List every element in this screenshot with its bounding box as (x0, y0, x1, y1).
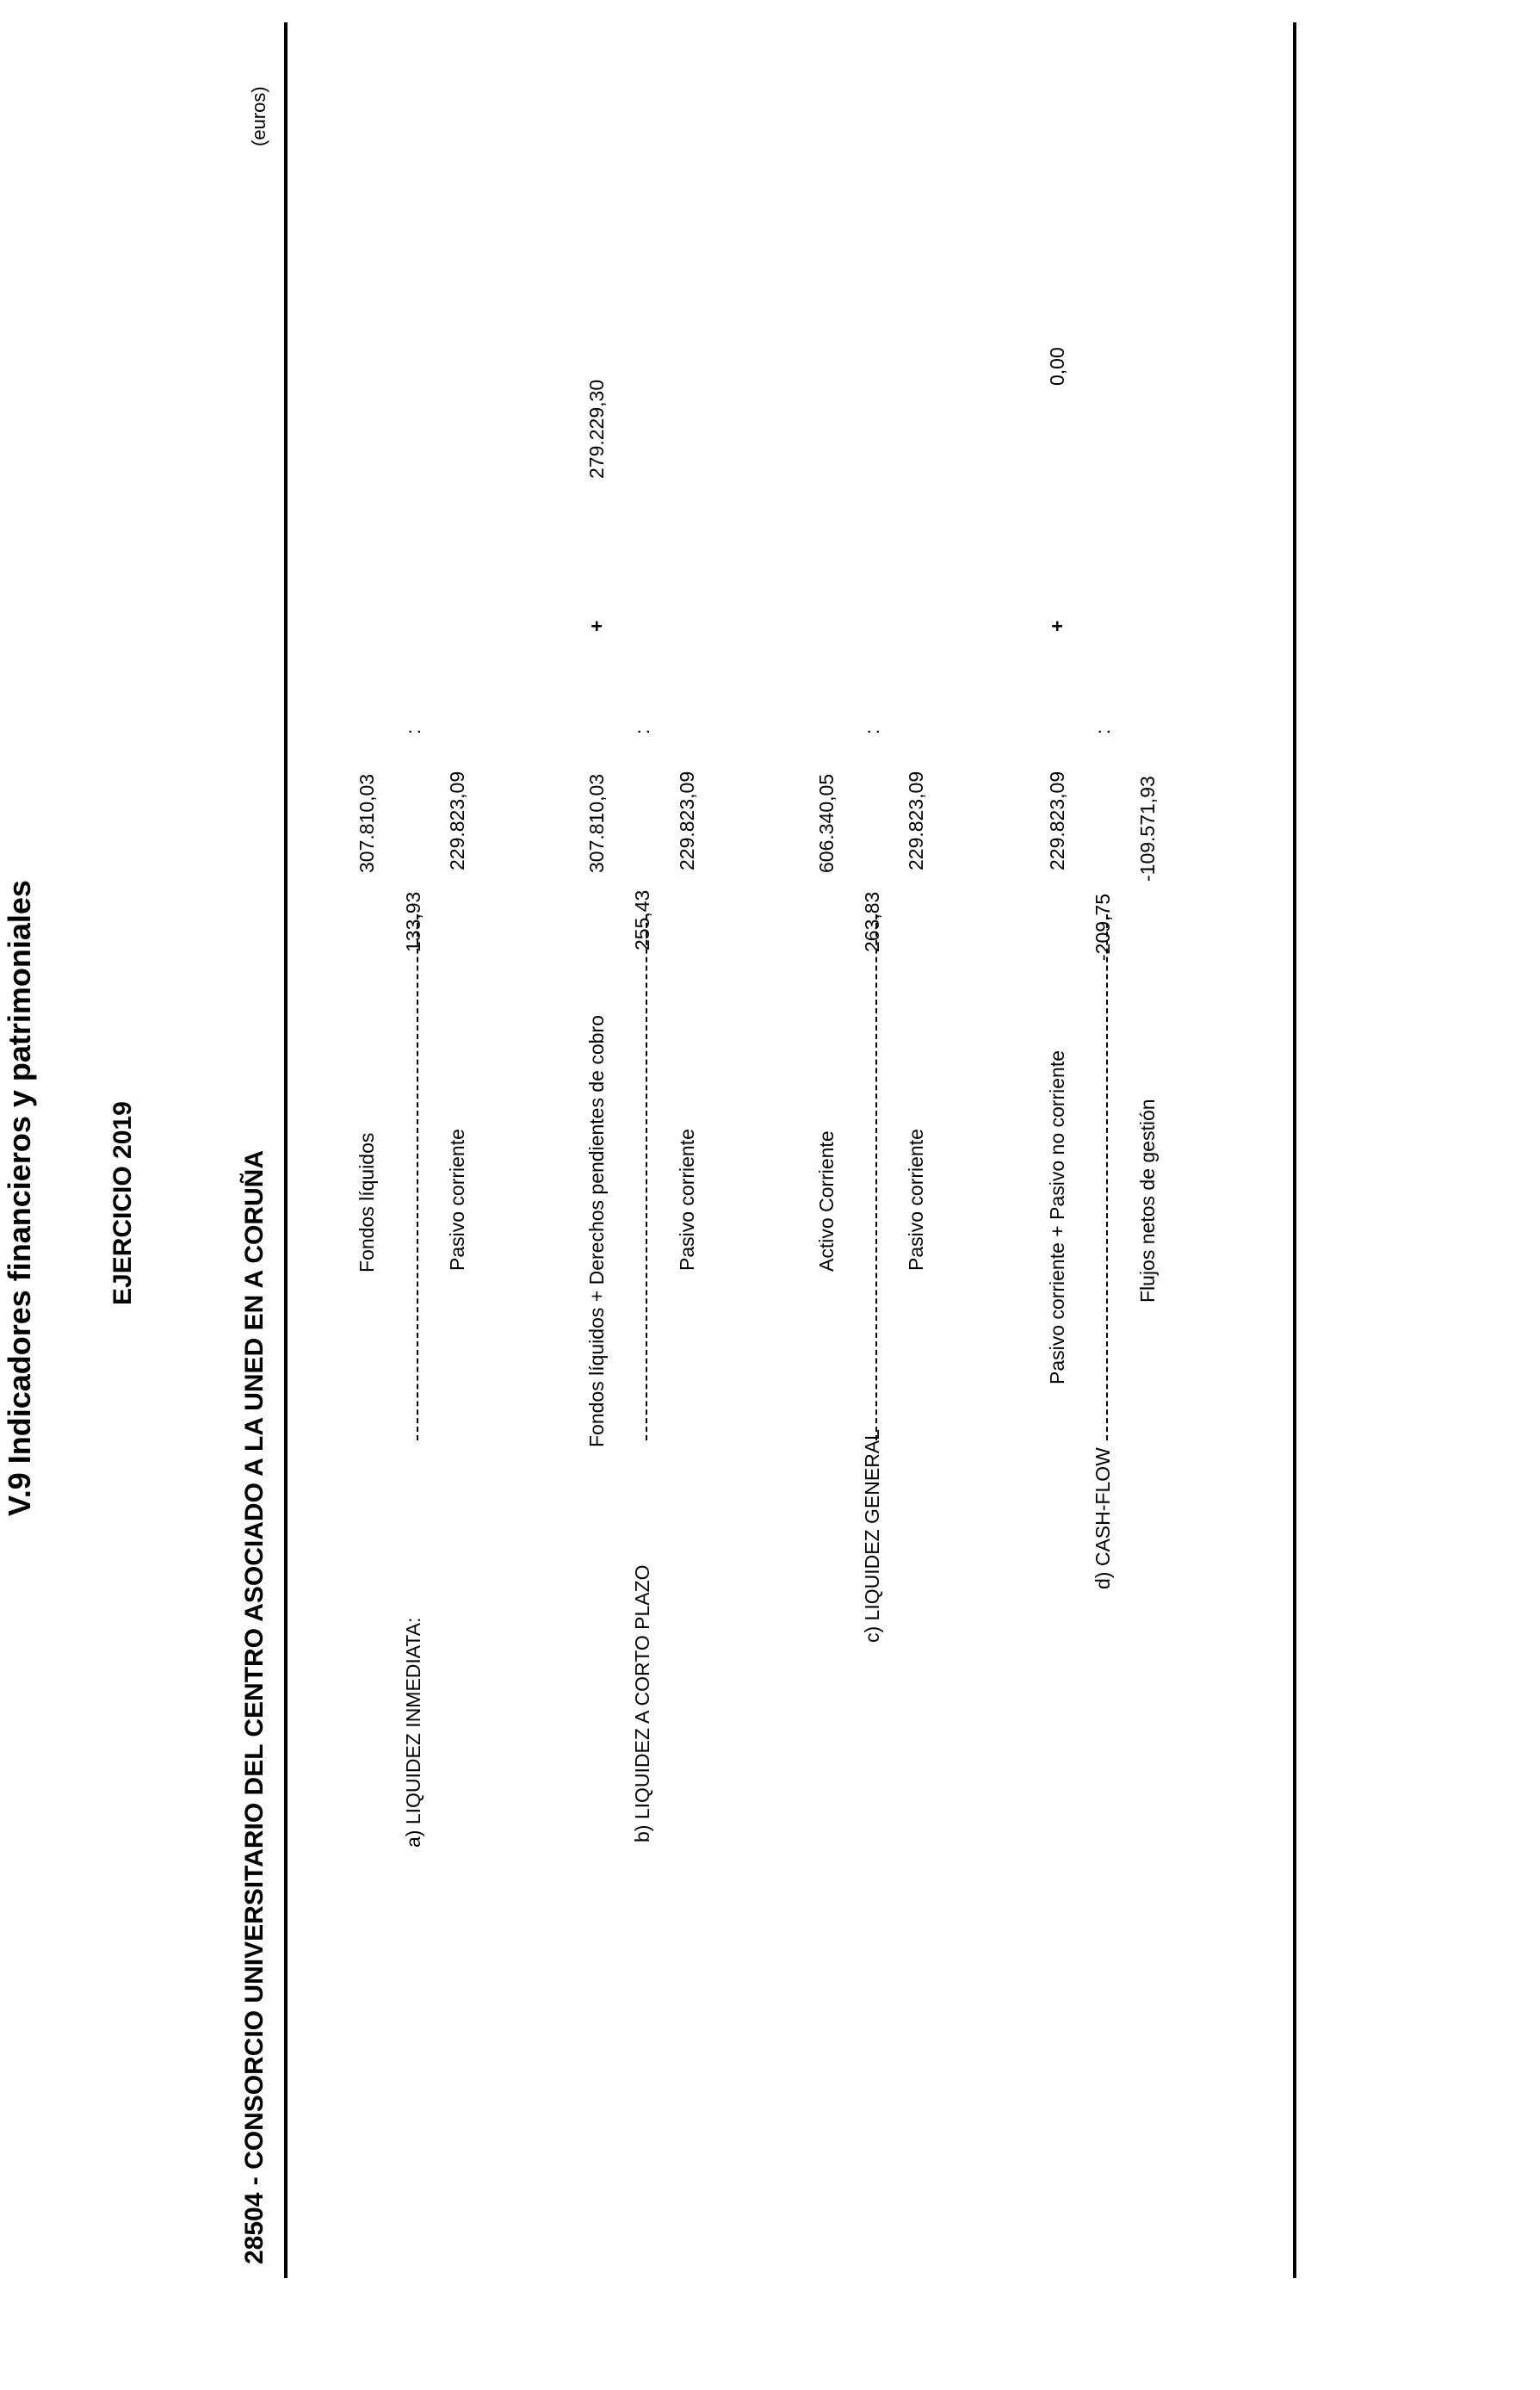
indicator-a-fraction-line (417, 914, 418, 1440)
indicator-a-denominator-value: 229.823,09 (446, 771, 468, 870)
indicator-c-denominator-value: 229.823,09 (905, 771, 927, 870)
indicator-d-numerator-label: Pasivo corriente + Pasivo no corriente (1046, 1049, 1068, 1384)
indicator-b-label: b) LIQUIDEZ A CORTO PLAZO (631, 1564, 653, 1842)
entity-heading: 28504 - CONSORCIO UNIVERSITARIO DEL CENTRO ASOCIADO A LA UNED EN A CORUÑA (240, 1149, 269, 2264)
indicator-c-numerator-value: 606.340,05 (815, 773, 838, 873)
indicator-b-numerator-label: Fondos líquidos + Derechos pendientes de cobro (585, 1015, 608, 1447)
page-title: V.9 Indicadores financieros y patrimoniales (2, 880, 37, 1516)
indicator-b-denominator-label: Pasivo corriente (676, 1129, 698, 1271)
indicator-c-numerator-label: Activo Corriente (815, 1130, 838, 1272)
indicator-c-separator: : (861, 728, 883, 734)
indicator-c-fraction-line (875, 914, 877, 1440)
indicator-a-numerator-value: 307.810,03 (356, 773, 378, 873)
indicator-b-plus-sign: + (585, 620, 608, 632)
top-rule (284, 22, 288, 2278)
indicator-d-denominator-label: Flujos netos de gestión (1136, 1099, 1159, 1303)
indicator-c-value: 263,83 (861, 891, 883, 952)
indicator-a-separator: : (402, 728, 424, 734)
indicator-d-fraction-line (1106, 914, 1108, 1440)
indicator-a-value: 133,93 (402, 891, 424, 952)
indicator-d-separator: : (1092, 728, 1114, 734)
bottom-rule (1293, 22, 1296, 2278)
indicator-a-numerator-label: Fondos líquidos (356, 1132, 378, 1272)
indicator-c-denominator-label: Pasivo corriente (905, 1129, 927, 1271)
currency-unit: (euros) (248, 86, 269, 146)
indicator-d-denominator-value: -109.571,93 (1136, 776, 1159, 882)
indicator-d-label: d) CASH-FLOW (1092, 1447, 1114, 1589)
indicator-a-label: a) LIQUIDEZ INMEDIATA: (402, 1617, 424, 1848)
indicator-d-numerator-value: 229.823,09 (1046, 771, 1068, 870)
indicator-b-value: 255,43 (631, 889, 653, 950)
indicator-b-separator: : (631, 728, 653, 734)
indicator-d-numerator-value-2: 0,00 (1046, 347, 1068, 386)
fiscal-year-heading: EJERCICIO 2019 (108, 1101, 137, 1305)
indicator-c-label: c) LIQUIDEZ GENERAL (861, 1429, 883, 1643)
indicator-b-fraction-line (646, 914, 647, 1440)
indicator-d-plus-sign: + (1046, 620, 1068, 632)
indicator-b-denominator-value: 229.823,09 (676, 771, 698, 870)
indicator-b-numerator-value: 307.810,03 (585, 773, 608, 873)
indicator-a-denominator-label: Pasivo corriente (446, 1129, 468, 1271)
indicator-d-value: -209,75 (1092, 893, 1114, 961)
indicator-b-numerator-value-2: 279.229,30 (585, 379, 608, 479)
